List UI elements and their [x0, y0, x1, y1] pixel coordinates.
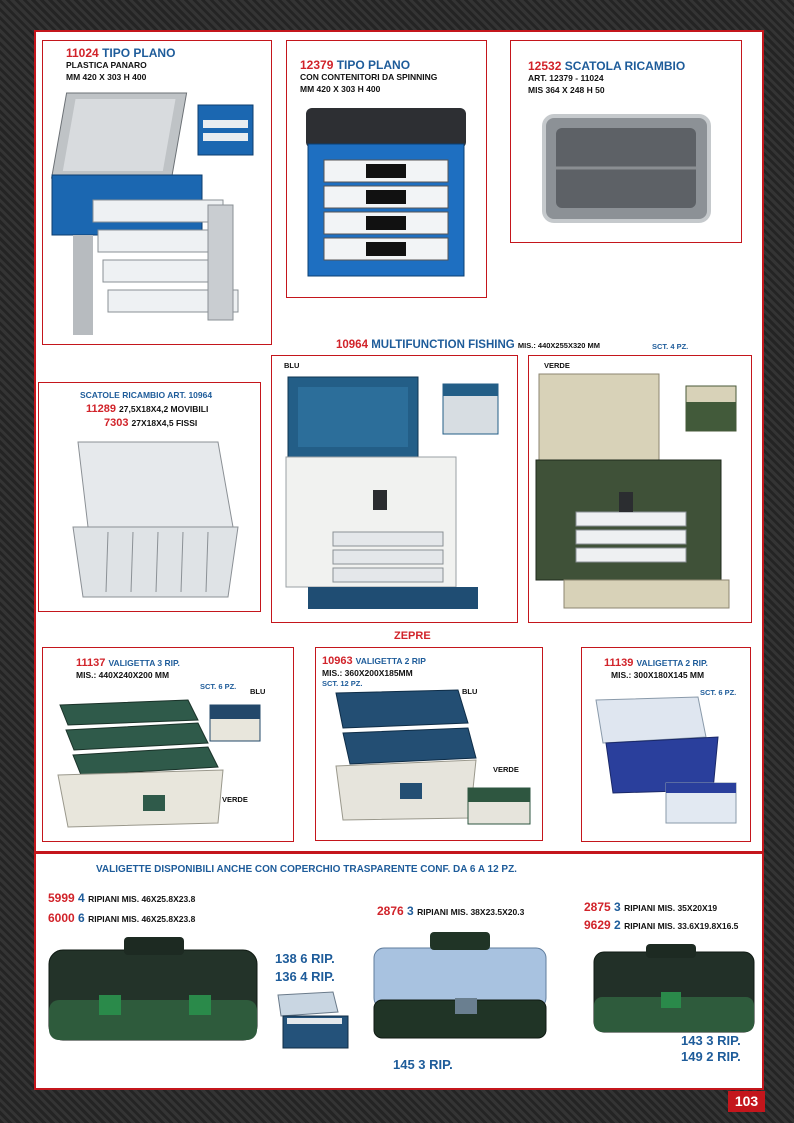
product-dims: 27,5X18X4,2 MOVIBILI	[119, 404, 209, 414]
product-code: 11137	[76, 657, 106, 669]
color-label: BLU	[284, 361, 300, 370]
product-desc: ART. 12379 - 11024	[528, 73, 604, 83]
case-11137-image	[48, 695, 278, 835]
color-label-blu: BLU	[250, 687, 266, 696]
product-code: 11289	[86, 403, 116, 415]
product-name: VALIGETTA 2 RIP	[355, 656, 426, 666]
product-code: 5999	[48, 891, 75, 905]
product-dims: RIPIANI MIS. 46X25.8X23.8	[88, 914, 196, 924]
color-label-verde: VERDE	[493, 765, 519, 774]
product-title-11137	[76, 658, 180, 669]
case-11139-image	[588, 695, 746, 835]
product-title-10963	[322, 656, 426, 667]
spare-boxes-title: SCATOLE RICAMBIO ART. 10964	[80, 390, 213, 400]
case-9629	[584, 919, 738, 931]
product-code: 7303	[104, 417, 129, 429]
tackle-box-12379-image	[296, 100, 476, 290]
pack-quantity: SCT. 12 PZ.	[322, 679, 363, 688]
shelf-count: 3	[407, 904, 414, 918]
product-dims: RIPIANI MIS. 33.6X19.8X16.5	[624, 921, 739, 931]
multifunction-headline	[336, 340, 600, 352]
product-code: 2875	[584, 900, 611, 914]
case-2875-image	[591, 942, 761, 1039]
product-dims: MIS.: 300X180X145 MM	[611, 670, 705, 680]
variant-149: 149 2 RIP.	[681, 1049, 741, 1064]
case-5999	[48, 892, 195, 904]
case-2876-image	[370, 930, 550, 1042]
product-dims: RIPIANI MIS. 38X23.5X20.3	[417, 907, 525, 917]
product-code: 10964	[336, 339, 368, 351]
product-code: 11024	[66, 46, 99, 60]
shelf-count: 2	[614, 918, 621, 932]
spare-box-11289	[86, 404, 208, 415]
case-6000	[48, 912, 195, 924]
product-dims: MM 420 X 303 H 400	[66, 72, 147, 82]
product-name: SCATOLA RICAMBIO	[564, 59, 686, 73]
variant-145: 145 3 RIP.	[393, 1057, 453, 1072]
tackle-box-11024-image	[48, 85, 268, 340]
product-dims: MM 420 X 303 H 400	[300, 84, 381, 94]
product-title-11024	[66, 47, 175, 59]
product-dims: MIS.: 360X200X185MM	[322, 668, 413, 678]
case-2875	[584, 901, 717, 913]
product-desc: CON CONTENITORI DA SPINNING	[300, 72, 438, 82]
brand-label: ZEPRE	[394, 630, 431, 642]
pack-quantity: SCT. 4 PZ.	[652, 342, 689, 351]
product-dims: MIS.: 440X240X200 MM	[76, 670, 170, 680]
product-code: 9629	[584, 918, 611, 932]
spare-box-12532-image	[536, 106, 716, 231]
spare-box-7303	[104, 418, 197, 429]
product-code: 12379	[300, 58, 334, 72]
shelf-count: 3	[614, 900, 621, 914]
product-dims: RIPIANI MIS. 35X20X19	[624, 903, 718, 913]
shelf-count: 4	[78, 891, 85, 905]
product-title-12379	[300, 59, 410, 71]
variant-138: 138 6 RIP.	[275, 951, 335, 966]
variant-136: 136 4 RIP.	[275, 969, 335, 984]
spare-box-open-image	[68, 432, 248, 602]
product-title-11139	[604, 658, 708, 669]
pack-quantity: SCT. 6 PZ.	[700, 688, 737, 697]
product-name: TIPO PLANO	[336, 58, 411, 72]
product-code: 10963	[322, 655, 353, 667]
color-label-blu: BLU	[462, 687, 478, 696]
bottom-headline: VALIGETTE DISPONIBILI ANCHE CON COPERCHIO TRASPARENTE CONF. DA 6 A 12 PZ.	[96, 864, 517, 875]
product-name: MULTIFUNCTION FISHING	[371, 339, 515, 351]
color-label-verde: VERDE	[222, 795, 248, 804]
color-label: VERDE	[544, 361, 570, 370]
product-dims: RIPIANI MIS. 46X25.8X23.8	[88, 894, 196, 904]
product-desc: PLASTICA PANARO	[66, 60, 147, 70]
product-name: VALIGETTA 2 RIP.	[636, 658, 708, 668]
case-136-138-image	[273, 990, 353, 1052]
product-code: 6000	[48, 911, 75, 925]
tackle-box-blu-image	[278, 372, 514, 620]
product-code: 12532	[528, 59, 562, 73]
product-title-12532	[528, 60, 685, 72]
variant-143: 143 3 RIP.	[681, 1033, 741, 1048]
case-10963-image	[328, 688, 538, 833]
page-number: 103	[728, 1091, 765, 1112]
product-dims: 27X18X4,5 FISSI	[131, 418, 198, 428]
pack-quantity: SCT. 6 PZ.	[200, 682, 237, 691]
product-code: 11139	[604, 657, 634, 669]
case-5999-image	[44, 935, 264, 1050]
product-dims: MIS 364 X 248 H 50	[528, 85, 605, 95]
product-dims: MIS.: 440X255X320 MM	[517, 341, 601, 350]
case-2876	[377, 905, 524, 917]
product-name: TIPO PLANO	[102, 46, 176, 60]
shelf-count: 6	[78, 911, 85, 925]
product-name: VALIGETTA 3 RIP.	[108, 658, 180, 668]
section-divider	[34, 851, 764, 854]
product-code: 2876	[377, 904, 404, 918]
tackle-box-verde-image	[534, 372, 746, 620]
